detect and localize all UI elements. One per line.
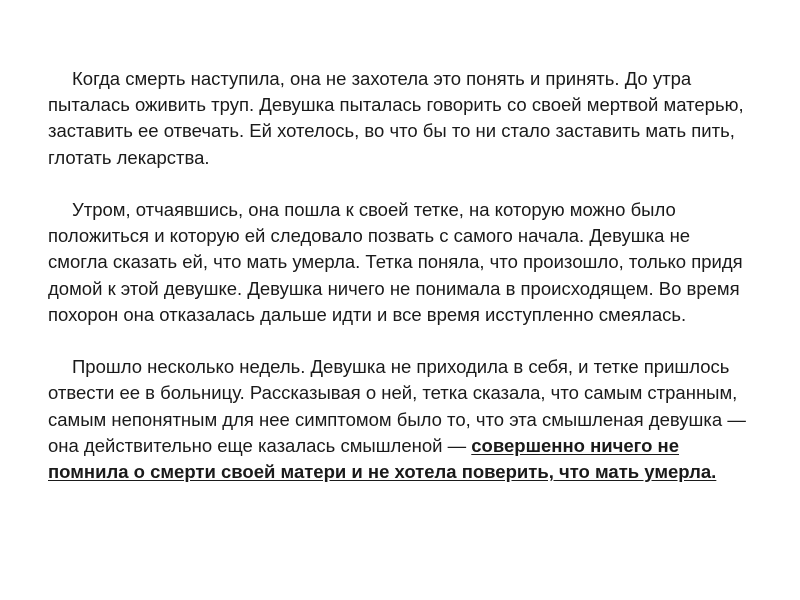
paragraph-2: Утром, отчаявшись, она пошла к своей тетке, на которую можно было положиться и которую ей следовало позвать с самого начала. Девушка не смогла сказать ей, что мать умерла. Тетка поняла, что произошло, только придя домой к этой девушке. Девушка ничего не понимала в происходящем. Во время похорон она отказалась дальше идти и все время исступленно смеялась. (48, 199, 743, 325)
emphasized-conclusion: совершенно ничего не помнила о смерти своей матери и не хотела поверить, что мать умерла. (48, 434, 717, 483)
paragraph-1: Когда смерть наступила, она не захотела это понять и принять. До утра пыталась оживить труп. Девушка пыталась говорить со своей мертвой матерью, заставить ее отвечать. Ей хотелось, во что бы то ни стало заставить мать пить, глотать лекарства. (48, 68, 744, 168)
paragraph-3-text: Прошло несколько недель. Девушка не приходила в себя, и тетке пришлось отвести ее в больницу. Рассказывая о ней, тетка сказала, что самым странным, самым непонятным для нее симптомом было то, что эта смышленая девушка — она действительно еще казалась смышленой — (48, 356, 746, 456)
text-body (48, 66, 754, 485)
paragraph-3 (48, 354, 754, 485)
